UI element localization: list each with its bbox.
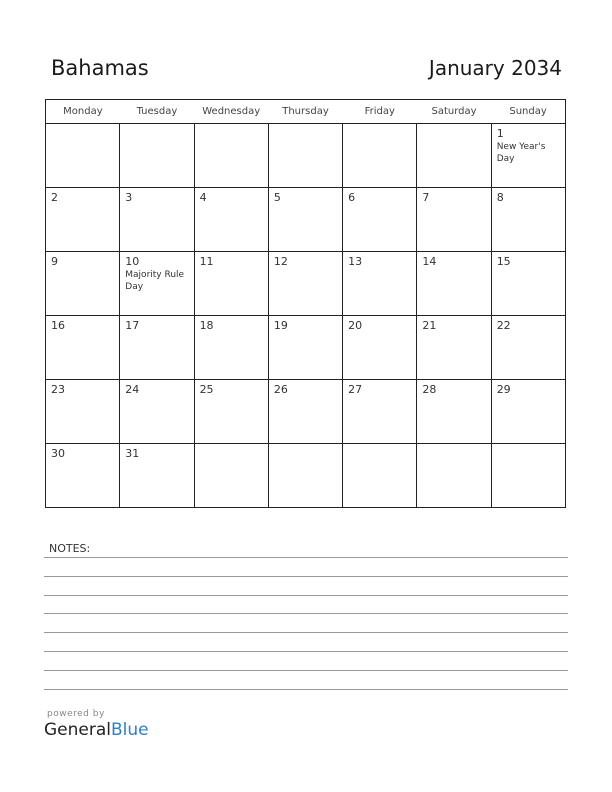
day-number: 13 xyxy=(348,255,363,268)
day-number: 6 xyxy=(348,191,356,204)
day-cell xyxy=(491,188,565,252)
day-number: 3 xyxy=(125,191,133,204)
day-number: 4 xyxy=(199,191,207,204)
day-cell xyxy=(120,444,194,508)
day-number: 28 xyxy=(422,383,437,396)
day-cell xyxy=(417,316,491,380)
week-row xyxy=(46,252,566,316)
day-number: 29 xyxy=(496,383,511,396)
day-number: 17 xyxy=(125,319,140,332)
day-cell xyxy=(194,380,268,444)
day-number: 25 xyxy=(199,383,214,396)
day-cell xyxy=(343,316,417,380)
day-cell xyxy=(194,252,268,316)
day-number: 15 xyxy=(496,255,511,268)
day-number: 11 xyxy=(199,255,214,268)
day-number: 22 xyxy=(496,319,511,332)
day-number: 27 xyxy=(348,383,363,396)
note-line xyxy=(44,595,568,596)
day-cell xyxy=(268,444,342,508)
day-number: 30 xyxy=(51,447,65,460)
notes-label: NOTES: xyxy=(49,542,91,555)
day-number: 12 xyxy=(273,255,288,268)
day-cell xyxy=(343,124,417,188)
day-cell xyxy=(417,444,491,508)
day-cell xyxy=(343,188,417,252)
day-cell xyxy=(491,252,565,316)
day-cell xyxy=(268,380,342,444)
country-title: Bahamas xyxy=(51,56,149,80)
weekday-monday: Monday xyxy=(46,100,120,124)
weekday-friday: Friday xyxy=(343,100,417,124)
note-line xyxy=(44,632,568,633)
day-cell xyxy=(46,188,120,252)
weekday-wednesday: Wednesday xyxy=(194,100,268,124)
note-line xyxy=(44,651,568,652)
generalblue-logo xyxy=(44,720,149,740)
calendar-grid xyxy=(45,99,566,508)
weekday-header-row xyxy=(46,100,566,124)
holiday-label: Majority Rule Day xyxy=(125,270,185,292)
day-number: 24 xyxy=(125,383,140,396)
day-cell xyxy=(46,252,120,316)
day-cell xyxy=(46,316,120,380)
weekday-sunday: Sunday xyxy=(491,100,565,124)
day-number: 19 xyxy=(273,319,288,332)
day-cell xyxy=(268,316,342,380)
day-cell xyxy=(120,252,194,316)
day-number: 20 xyxy=(348,319,363,332)
day-cell xyxy=(194,124,268,188)
holiday-label: New Year's Day xyxy=(496,142,546,164)
week-row xyxy=(46,444,566,508)
day-number: 21 xyxy=(422,319,437,332)
day-cell xyxy=(491,316,565,380)
day-number: 23 xyxy=(51,383,65,396)
day-cell xyxy=(120,380,194,444)
day-cell xyxy=(46,380,120,444)
weekday-saturday: Saturday xyxy=(417,100,491,124)
day-cell xyxy=(417,124,491,188)
week-row xyxy=(46,380,566,444)
day-cell xyxy=(120,188,194,252)
day-cell xyxy=(194,188,268,252)
weekday-thursday: Thursday xyxy=(268,100,342,124)
day-number: 9 xyxy=(51,255,58,268)
day-cell xyxy=(268,124,342,188)
day-cell xyxy=(417,188,491,252)
note-line xyxy=(44,613,568,614)
month-year-title: January 2034 xyxy=(428,56,562,80)
brand-blue: Blue xyxy=(111,720,149,740)
week-row xyxy=(46,124,566,188)
day-cell xyxy=(194,316,268,380)
day-cell xyxy=(194,444,268,508)
powered-by-text: powered by xyxy=(47,709,105,719)
brand-general: General xyxy=(44,720,111,740)
day-cell xyxy=(268,252,342,316)
day-cell xyxy=(120,124,194,188)
day-cell xyxy=(491,124,565,188)
day-number: 18 xyxy=(199,319,214,332)
note-line xyxy=(44,576,568,577)
day-number: 5 xyxy=(273,191,281,204)
day-number: 31 xyxy=(125,447,140,460)
weekday-tuesday: Tuesday xyxy=(120,100,194,124)
day-number: 10 xyxy=(125,255,140,268)
day-number: 7 xyxy=(422,191,430,204)
day-cell xyxy=(46,444,120,508)
day-cell xyxy=(417,252,491,316)
day-number: 16 xyxy=(51,319,65,332)
day-cell xyxy=(417,380,491,444)
week-row xyxy=(46,316,566,380)
day-cell xyxy=(343,380,417,444)
day-cell xyxy=(343,252,417,316)
day-number: 1 xyxy=(496,127,504,140)
day-cell xyxy=(268,188,342,252)
day-number: 8 xyxy=(496,191,504,204)
day-cell xyxy=(491,444,565,508)
week-row xyxy=(46,188,566,252)
note-line xyxy=(44,670,568,671)
day-number: 2 xyxy=(51,191,58,204)
note-line xyxy=(44,689,568,690)
day-number: 26 xyxy=(273,383,288,396)
day-cell xyxy=(343,444,417,508)
day-number: 14 xyxy=(422,255,437,268)
day-cell xyxy=(491,380,565,444)
day-cell xyxy=(46,124,120,188)
note-line xyxy=(44,557,568,558)
day-cell xyxy=(120,316,194,380)
